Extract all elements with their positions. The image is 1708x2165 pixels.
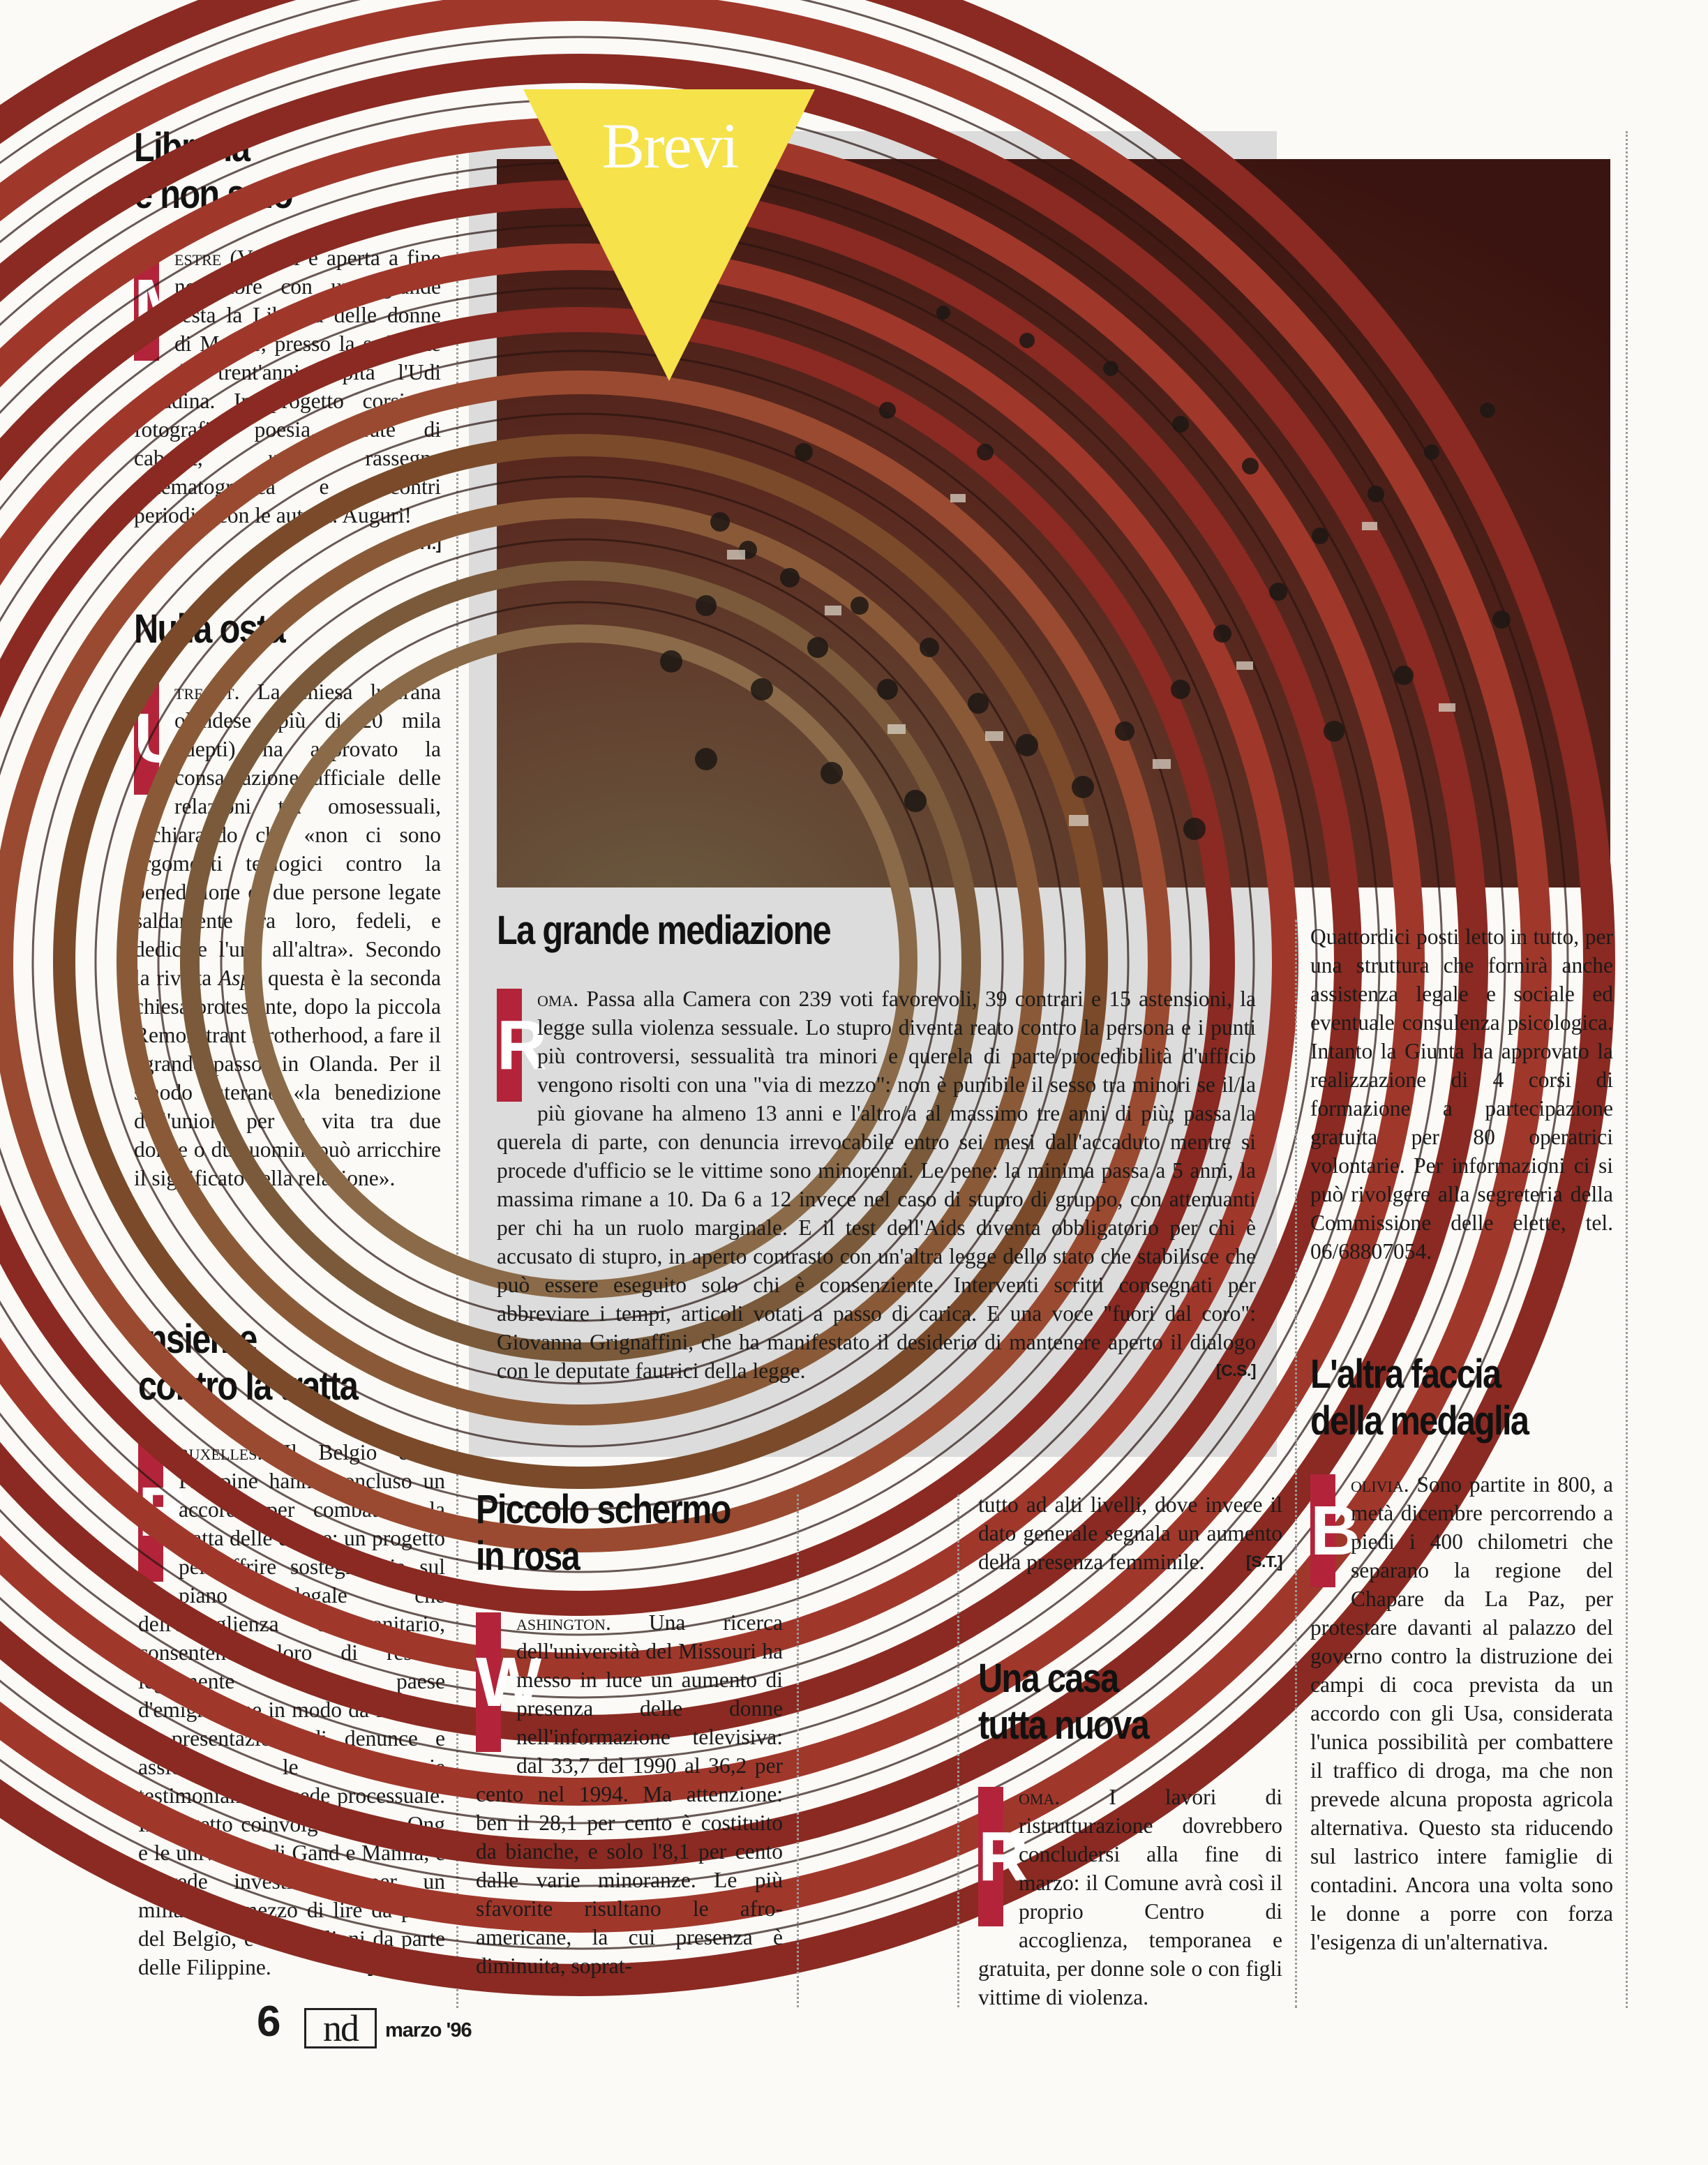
article-altra-faccia (1310, 1351, 1613, 1956)
author-signature: [DWPress] (367, 1957, 445, 1976)
author-signature: [C.S.] (1215, 1361, 1256, 1380)
article-una-casa-continued (1310, 922, 1613, 1266)
article-mediazione (497, 907, 1256, 1385)
article-piccolo-schermo (476, 1486, 783, 1980)
headline: Nulla osta (134, 606, 285, 652)
article-body: B ruxelles. Il Belgio e le Filippine hanno concluso un accordo per combattere la tratta delle donne: un progetto per offrire sostegno sia sul piano legale che dell'accoglienza e sanitario, consentendo loro di restare legalmente nel paese d'emigrazione in modo da favorire la presentazione di denunce e assicurare le necessarie testimonianze in sede processuale. Il progetto coinvolge diverse Ong e le università di Gand e Manila, e prevede investimenti per un miliardo e mezzo di lire da parte del Belgio, e 300 milioni da parte delle Filippine. [DWPress] (138, 1438, 445, 1982)
article-body: R oma. I lavori di ristrutturazione dovrebbero concludersi alla fine di marzo: il Comune avrà così il proprio Centro di accoglienza, temporanea e gratuita, per donne sole o con figli vittime di violenza. (978, 1784, 1282, 2009)
section-label: Brevi (601, 110, 738, 181)
article-body: U trecht. La chiesa luterana olandese (più di 20 mila adepti) ha approvato la consacrazione ufficiale delle relazioni tra omosessuali, dichiarando che «non ci sono argomenti teologici contro la benedizione di due persone legate saldamente tra loro, fedeli, e dedicate l'una all'altra». Secondo la rivista Aspe questa è la seconda chiesa protestante, dopo la piccola Remonstrant Brotherhood, a fare il "grande passo" in Olanda. Per il sinodo luterano «la benedizione dell'unione per la vita tra due donne o due uomini può arricchire il significato della relazione». (134, 680, 442, 1191)
headline: Una casa tutta nuova (978, 1656, 1149, 1748)
author-signature: [S.T.] (405, 534, 441, 553)
headline: La grande mediazione (497, 908, 831, 953)
article-piccolo-schermo-continued (978, 1490, 1282, 1576)
column-rule (1295, 920, 1297, 2008)
headline: Piccolo schermo in rosa (476, 1487, 731, 1580)
drop-cap: B (138, 1442, 163, 1582)
page-number: 6 (257, 1998, 280, 2046)
drop-cap: M (134, 248, 159, 361)
article-body: M estre (Ve). Si è aperta a fine novembre con una grande festa la Libreria delle donne di Mestre, presso la sede che da trent'anni ospita l'Udi cittadina. In progetto corsi di fotografia, poesia, serate di cabaret, una rassegna cinematografica e incontri periodici con le autrici. Auguri! [S.T.] (134, 244, 441, 530)
headline: Libreria e non solo (134, 125, 292, 218)
article-body-continued: tutto ad alti livelli, dove invece il dato generale segnala un aumento della presenza femminile. [S.T.] (978, 1490, 1282, 1576)
headline: Insieme contro la tratta (138, 1317, 358, 1409)
article-body: R oma. Passa alla Camera con 239 voti favorevoli, 39 contrari e 15 astensioni, la legge sulla violenza sessuale. Lo stupro diventa reato contro la persona e i punti più controversi, sessualità tra minori e querela di parte/procedibilità d'ufficio vengono risolti con una "via di mezzo": non è punibile il sesso tra minori se il/la più giovane ha almeno 13 anni e l'altro/a al massimo tre anni di più; passa la querela di parte, con denuncia irrevocabile entro sei mesi dall'accaduto mentre si procede d'ufficio se le vittime sono minorenni. Le pene: la minima passa a 5 anni, la massima rimane a 10. Da 6 a 12 invece nel caso di stupro di gruppo, con attenuanti per chi ha un ruolo marginale. E il test dell'Aids diventa obbligatorio per chi è accusato di stupro, in aperto contrasto con un'altra legge dello stato che stabilisce che può essere eseguito solo chi è consenziente. Interventi scritti consegnati per abbreviare i tempi, articoli votati a passo di carica. E una voce "fuori dal coro": Giovanna Grignaffini, che ha manifestato il desiderio di mantenere aperto il dialogo con le deputate fautrici della legge. [C.S.] (497, 984, 1256, 1385)
issue-date: marzo '96 (385, 2019, 472, 2042)
headline: L'altra faccia della medaglia (1310, 1351, 1529, 1444)
column-rule (957, 1494, 959, 2007)
magazine-logo: nd (304, 2008, 377, 2048)
column-rule (1626, 131, 1628, 2008)
drop-cap: U (134, 682, 159, 795)
drop-cap: R (978, 1787, 1003, 1926)
drop-cap: B (1310, 1474, 1335, 1587)
author-signature: [S.T.] (1246, 1552, 1282, 1571)
drop-cap: W (476, 1612, 501, 1752)
article-una-casa (978, 1655, 1282, 2012)
article-body: B olivia. Sono partite in 800, a metà dicembre percorrendo a piedi i 400 chilometri che separano la regione del Chapare da La Paz, per protestare davanti al palazzo del governo contro la distruzione dei campi di coca prevista da un accordo con gli Usa, considerata l'unica possibilità per combattere il traffico di droga, ma che non prevede alcuna proposta agricola alternativa. Questo sta riducendo sul lastrico intere famiglie di contadini. Ancora una volta sono le donne a porre con forza l'esigenza di un'alternativa. (1310, 1471, 1613, 1954)
article-body-continued: Quattordici posti letto in tutto, per una struttura che fornirà anche assistenza legale e sociale ed eventuale consulenza psicologica. Intanto la Giunta ha approvato la realizzazione di 4 corsi di formazione a partecipazione gratuita per 80 operatrici volontarie. Per informazioni ci si può rivolgere alla segreteria della Commissione delle elette, tel. 06/68807054. (1310, 924, 1613, 1264)
drop-cap: R (497, 989, 522, 1102)
column-rule (797, 1494, 799, 2007)
article-body: W ashington. Una ricerca dell'università del Missouri ha messo in luce un aumento di presenza delle donne nell'informazione televisiva: dal 33,7 del 1990 al 36,2 per cento nel 1994. Ma attenzione: ben il 28,1 per cento è costituito da bianche, e solo l'8,1 per cento dalle varie minoranze. Le più sfavorite risultano le afro-americane, la cui presenza è diminuita, soprat- (476, 1610, 783, 1978)
